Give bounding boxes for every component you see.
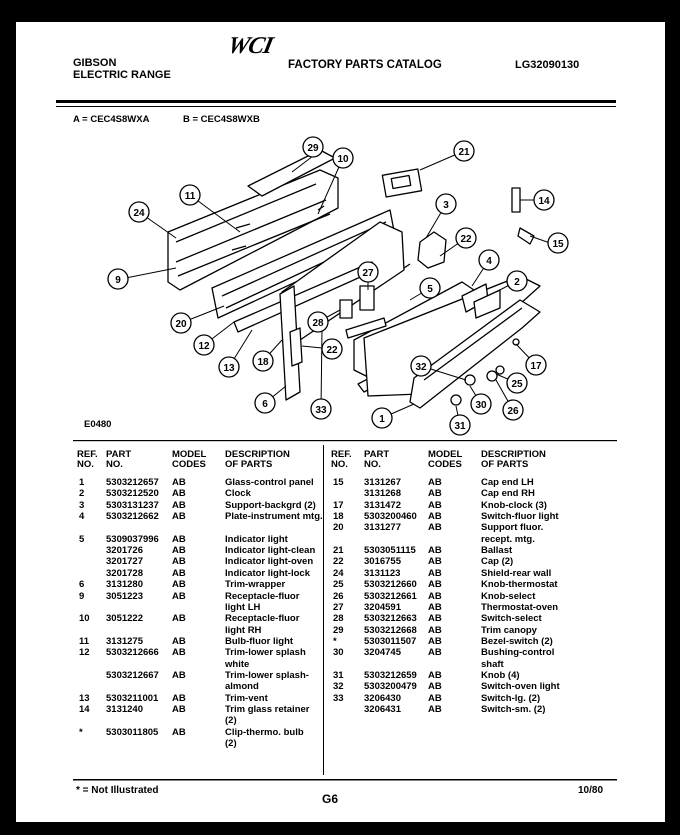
left-rows-part-cell: 3051222 <box>106 613 143 625</box>
right-rows-ref-cell: 15 <box>333 477 344 488</box>
callout-4 <box>479 250 499 270</box>
svg-text:27: 27 <box>362 268 374 279</box>
svg-text:17: 17 <box>530 361 542 372</box>
left-rows-model-cell: AB <box>172 499 186 511</box>
left-rows-ref-cell: 6 <box>79 579 85 591</box>
left-rows-ref-cell: 13 <box>79 692 90 704</box>
left-rows-desc-cell: Support-backgrd (2) <box>225 499 316 511</box>
catalog-date: 10/80 <box>578 785 604 796</box>
callout-22b <box>322 339 342 359</box>
svg-text:15: 15 <box>552 239 564 250</box>
right-rows-part-cell: 3131268 <box>364 488 401 500</box>
left-rows-part-cell: 5303212657 <box>106 477 159 488</box>
right-rows-model-cell: AB <box>428 669 442 681</box>
model-b: B = CEC4S8WXB <box>183 114 260 125</box>
right-rows-part-cell: 3131123 <box>364 567 401 579</box>
left-header-ref: REF. NO. <box>77 449 98 470</box>
left-header-desc: DESCRIPTION OF PARTS <box>225 449 290 470</box>
right-rows-desc-cell: Cap (2) <box>481 556 514 568</box>
left-rows-desc-cell: Receptacle-fluor <box>225 590 300 602</box>
left-rows-part-cell: 3201726 <box>106 545 143 557</box>
svg-text:11: 11 <box>184 191 196 202</box>
svg-text:14: 14 <box>538 196 550 207</box>
callout-2 <box>507 271 527 291</box>
callout-9 <box>108 269 128 289</box>
right-rows-desc-cell: Trim canopy <box>481 624 537 636</box>
left-rows-ref-cell: 10 <box>79 613 90 625</box>
left-rows-desc-cell: Trim-lower splash- <box>225 669 309 681</box>
left-rows-ref-cell: 5 <box>79 533 85 545</box>
left-rows-model-cell: AB <box>172 567 186 579</box>
left-rows-desc-cell: Indicator light-oven <box>225 556 314 568</box>
right-rows-part-cell: 5303212668 <box>364 624 417 636</box>
right-rows-ref-cell: 25 <box>333 579 344 591</box>
left-rows-model-cell: AB <box>172 556 186 568</box>
svg-text:2: 2 <box>514 277 520 288</box>
svg-text:6: 6 <box>262 399 268 410</box>
right-rows-desc-cell: Switch-select <box>481 613 542 625</box>
right-rows-part-cell: 5303212663 <box>364 613 417 625</box>
callout-29 <box>303 137 323 157</box>
left-rows-ref-cell: 4 <box>79 511 85 523</box>
left-rows-desc-cell: light LH <box>225 601 261 613</box>
callout-15 <box>548 233 568 253</box>
left-rows-desc-cell: Plate-instrument mtg. <box>225 511 323 523</box>
right-rows-ref-cell: 20 <box>333 522 344 534</box>
left-rows-model-cell: AB <box>172 477 186 488</box>
left-rows-desc-cell: Indicator light-clean <box>225 545 316 557</box>
left-rows-model-cell: AB <box>172 579 186 591</box>
svg-text:31: 31 <box>454 421 466 432</box>
right-rows-part-cell: 3204745 <box>364 647 401 659</box>
callout-27 <box>358 262 378 282</box>
left-rows-model-cell: AB <box>172 692 186 704</box>
right-rows-part-cell: 3016755 <box>364 556 401 568</box>
callout-26 <box>503 400 523 420</box>
right-rows-desc-cell: Knob-clock (3) <box>481 499 547 511</box>
right-header-part: PART NO. <box>364 449 390 470</box>
left-rows-desc-cell: Trim glass retainer <box>225 704 310 715</box>
left-rows-desc-cell: (2) <box>225 738 237 750</box>
left-rows-part-cell: 5303212667 <box>106 669 159 681</box>
right-rows-model-cell: AB <box>428 704 442 715</box>
left-rows-ref-cell: 11 <box>79 635 90 647</box>
left-rows-part-cell: 3131240 <box>106 704 143 715</box>
left-rows-desc-cell: Receptacle-fluor <box>225 613 300 625</box>
callout-10 <box>333 148 353 168</box>
svg-text:25: 25 <box>511 379 523 390</box>
right-rows-part-cell: 3131277 <box>364 522 401 534</box>
svg-text:26: 26 <box>507 406 519 417</box>
left-rows-part-cell: 3051223 <box>106 590 143 602</box>
right-rows-ref-cell: 30 <box>333 647 344 659</box>
right-rows-desc-cell: Switch-oven light <box>481 681 560 693</box>
left-rows-ref-cell: 14 <box>79 704 90 715</box>
page-number: G6 <box>322 792 339 806</box>
left-rows-part-cell: 5303212520 <box>106 488 159 500</box>
left-rows-model-cell: AB <box>172 726 186 738</box>
right-rows-model-cell: AB <box>428 556 442 568</box>
callout-18 <box>253 351 273 371</box>
callout-32 <box>411 356 431 376</box>
right-rows-desc-cell: recept. mtg. <box>481 533 535 545</box>
right-rows-part-cell: 5303051115 <box>364 545 416 557</box>
svg-text:33: 33 <box>315 405 327 416</box>
svg-text:10: 10 <box>337 154 349 165</box>
left-rows-desc-cell: white <box>225 658 250 670</box>
right-rows-desc-cell: Ballast <box>481 545 513 557</box>
right-rows-ref-cell: 28 <box>333 613 344 625</box>
callout-1 <box>372 408 392 428</box>
right-rows-ref-cell: 33 <box>333 692 344 704</box>
left-rows-desc-cell: Clock <box>225 488 251 500</box>
left-rows-model-cell: AB <box>172 488 186 500</box>
svg-text:28: 28 <box>312 318 324 329</box>
right-rows-model-cell: AB <box>428 477 442 488</box>
right-rows-desc-cell: Knob (4) <box>481 669 520 681</box>
right-rows-ref-cell: 27 <box>333 601 344 613</box>
right-rows-model-cell: AB <box>428 499 442 511</box>
right-rows-desc-cell: Bezel-switch (2) <box>481 635 553 647</box>
left-rows-model-cell: AB <box>172 647 186 659</box>
right-rows-part-cell: 5303212660 <box>364 579 417 591</box>
right-rows-part-cell: 5303200460 <box>364 511 417 523</box>
right-rows-ref-cell: 32 <box>333 681 344 693</box>
catalog-number: LG32090130 <box>515 59 580 71</box>
diagram-code: E0480 <box>84 419 112 430</box>
right-rows-model-cell: AB <box>428 613 442 625</box>
callout-12 <box>194 335 214 355</box>
right-header-model: MODEL CODES <box>428 449 463 470</box>
svg-text:13: 13 <box>223 363 235 374</box>
right-rows-part-cell: 5303011507 <box>364 635 417 647</box>
brand-line-2: ELECTRIC RANGE <box>73 69 171 81</box>
right-rows-desc-cell: Support fluor. <box>481 522 544 534</box>
left-rows-part-cell: 3131280 <box>106 579 143 591</box>
left-rows-desc-cell: Trim-wrapper <box>225 579 286 591</box>
right-rows-desc-cell: shaft <box>481 658 504 670</box>
right-rows-model-cell: AB <box>428 511 442 523</box>
svg-text:5: 5 <box>427 284 433 295</box>
left-rows-desc-cell: (2) <box>225 715 237 727</box>
right-rows-part-cell: 5303212659 <box>364 669 417 681</box>
left-rows-part-cell: 5303212666 <box>106 647 159 659</box>
left-rows-part-cell: 3201727 <box>106 556 143 568</box>
left-rows-model-cell: AB <box>172 635 186 647</box>
right-rows-part-cell: 3206430 <box>364 692 401 704</box>
left-rows-desc-cell: Bulb-fluor light <box>225 635 294 647</box>
svg-text:18: 18 <box>257 357 269 368</box>
right-rows-ref-cell: 31 <box>333 669 344 681</box>
callout-6 <box>255 393 275 413</box>
right-rows-desc-cell: Shield-rear wall <box>481 567 552 579</box>
wci-logo: WCI <box>225 33 275 59</box>
callout-28 <box>308 312 328 332</box>
callout-31 <box>450 415 470 435</box>
right-rows-desc-cell: Switch-sm. (2) <box>481 704 546 715</box>
left-rows-model-cell: AB <box>172 613 186 625</box>
right-rows-desc-cell: Cap end LH <box>481 477 534 488</box>
right-rows-desc-cell: Switch-fluor light <box>481 511 559 523</box>
right-rows-desc-cell: Switch-lg. (2) <box>481 692 541 704</box>
callout-30 <box>471 394 491 414</box>
right-rows-model-cell: AB <box>428 624 442 636</box>
right-rows-model-cell: AB <box>428 681 442 693</box>
callout-14 <box>534 190 554 210</box>
left-header-model: MODEL CODES <box>172 449 207 470</box>
left-rows-ref-cell: * <box>79 726 83 738</box>
left-rows-part-cell: 5303131237 <box>106 499 159 511</box>
callout-25 <box>507 373 527 393</box>
left-rows-desc-cell: Trim-lower splash <box>225 647 306 659</box>
right-rows-desc-cell: Knob-select <box>481 590 536 602</box>
right-rows-ref-cell: 29 <box>333 624 344 636</box>
svg-text:21: 21 <box>458 147 470 158</box>
left-rows-desc-cell: almond <box>225 681 259 693</box>
left-rows-desc-cell: Indicator light <box>225 533 288 545</box>
right-rows-model-cell: AB <box>428 579 442 591</box>
left-rows-ref-cell: 1 <box>79 477 85 488</box>
catalog-title: FACTORY PARTS CATALOG <box>288 59 442 71</box>
left-rows-ref-cell: 2 <box>79 488 85 500</box>
left-rows-model-cell: AB <box>172 545 186 557</box>
left-rows-model-cell: AB <box>172 533 186 545</box>
right-rows-part-cell: 3131472 <box>364 499 401 511</box>
svg-text:32: 32 <box>415 362 427 373</box>
left-rows-model-cell: AB <box>172 590 186 602</box>
callout-24 <box>129 202 149 222</box>
callout-33 <box>311 399 331 419</box>
callout-17 <box>526 355 546 375</box>
svg-text:3: 3 <box>443 200 449 211</box>
brand-line-1: GIBSON <box>73 57 117 69</box>
left-rows-desc-cell: Clip-thermo. bulb <box>225 726 304 738</box>
right-rows-model-cell: AB <box>428 692 442 704</box>
right-rows-ref-cell: * <box>333 635 337 647</box>
left-rows-model-cell: AB <box>172 704 186 715</box>
left-rows-part-cell: 5303212662 <box>106 511 159 523</box>
left-header-part: PART NO. <box>106 449 132 470</box>
callout-5 <box>420 278 440 298</box>
callout-21 <box>454 141 474 161</box>
right-rows-model-cell: AB <box>428 545 442 557</box>
svg-text:24: 24 <box>133 208 145 219</box>
callout-13 <box>219 357 239 377</box>
left-rows-part-cell: 5303011805 <box>106 726 159 738</box>
right-rows-part-cell: 3204591 <box>364 601 401 613</box>
left-rows-part-cell: 3131275 <box>106 635 143 647</box>
right-rows-desc-cell: Thermostat-oven <box>481 601 559 613</box>
left-rows-ref-cell: 9 <box>79 590 85 602</box>
left-rows-model-cell: AB <box>172 669 186 681</box>
svg-text:29: 29 <box>307 143 319 154</box>
right-header-desc: DESCRIPTION OF PARTS <box>481 449 546 470</box>
svg-text:1: 1 <box>379 414 385 425</box>
right-rows-ref-cell: 18 <box>333 511 344 523</box>
right-rows-model-cell: AB <box>428 567 442 579</box>
left-rows-desc-cell: Trim-vent <box>225 692 268 704</box>
model-a: A = CEC4S8WXA <box>73 114 150 125</box>
callout-11 <box>180 185 200 205</box>
callout-20 <box>171 313 191 333</box>
svg-text:12: 12 <box>198 341 210 352</box>
left-rows-part-cell: 5309037996 <box>106 533 159 545</box>
left-rows-desc-cell: light RH <box>225 624 262 636</box>
svg-text:22: 22 <box>326 345 338 356</box>
right-rows-desc-cell: Bushing-control <box>481 647 555 659</box>
right-rows-model-cell: AB <box>428 635 442 647</box>
right-rows-part-cell: 3206431 <box>364 704 401 715</box>
right-rows-ref-cell: 21 <box>333 545 344 557</box>
right-rows-ref-cell: 22 <box>333 556 344 568</box>
right-rows-part-cell: 3131267 <box>364 477 401 488</box>
right-rows-ref-cell: 17 <box>333 499 344 511</box>
left-rows-ref-cell: 12 <box>79 647 90 659</box>
left-rows-part-cell: 3201728 <box>106 567 143 579</box>
right-rows-model-cell: AB <box>428 522 442 534</box>
svg-text:9: 9 <box>115 275 121 286</box>
callout-22 <box>456 228 476 248</box>
svg-text:4: 4 <box>486 256 492 267</box>
right-rows-ref-cell: 26 <box>333 590 344 602</box>
right-rows-model-cell: AB <box>428 601 442 613</box>
left-rows-part-cell: 5303211001 <box>106 692 159 704</box>
left-rows-desc-cell: Glass-control panel <box>225 477 314 488</box>
right-rows-desc-cell: Knob-thermostat <box>481 579 558 591</box>
right-rows-part-cell: 5303212661 <box>364 590 417 602</box>
svg-text:22: 22 <box>460 234 472 245</box>
left-rows-ref-cell: 3 <box>79 499 85 511</box>
right-rows-model-cell: AB <box>428 488 442 500</box>
svg-text:20: 20 <box>175 319 187 330</box>
left-rows-model-cell: AB <box>172 511 186 523</box>
right-rows-model-cell: AB <box>428 647 442 659</box>
right-header-ref: REF. NO. <box>331 449 352 470</box>
right-rows-desc-cell: Cap end RH <box>481 488 535 500</box>
callout-3 <box>436 194 456 214</box>
svg-text:30: 30 <box>475 400 487 411</box>
right-rows-part-cell: 5303200479 <box>364 681 417 693</box>
footnote-not-illustrated: * = Not Illustrated <box>76 785 159 796</box>
left-rows-desc-cell: Indicator light-lock <box>225 567 310 579</box>
right-rows-ref-cell: 24 <box>333 567 344 579</box>
right-rows-model-cell: AB <box>428 590 442 602</box>
